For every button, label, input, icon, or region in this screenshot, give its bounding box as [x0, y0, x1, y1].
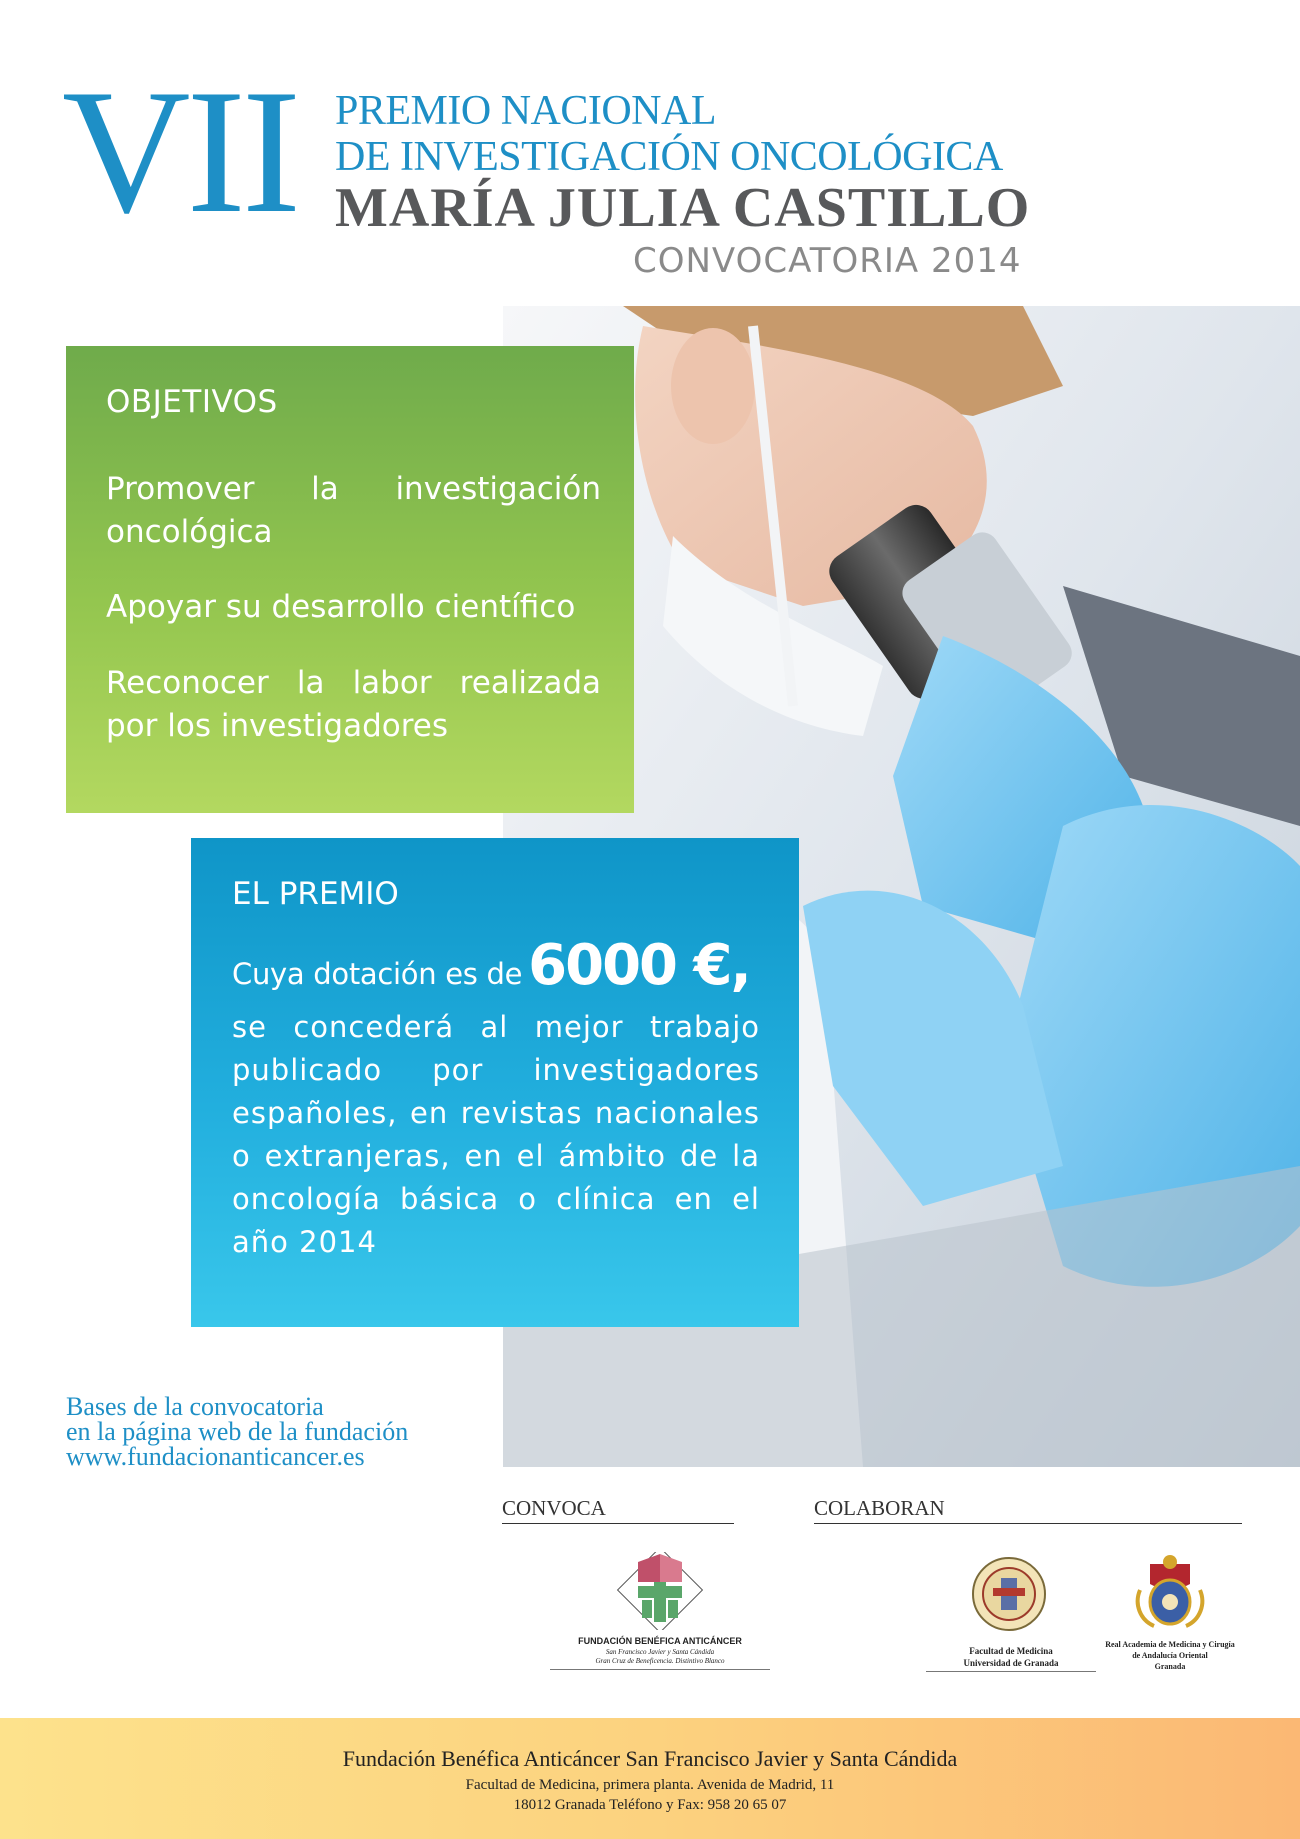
title-line-convocatoria: CONVOCATORIA 2014: [633, 241, 1022, 281]
bases-info: [66, 1394, 408, 1469]
bases-line: en la página web de la fundación: [66, 1417, 409, 1446]
foundation-logo-subtitle: San Francisco Javier y Santa Cándida: [605, 1648, 715, 1656]
academy-logo-line: Real Academia de Medicina y Cirugía: [1105, 1640, 1235, 1649]
university-seal-icon: [946, 1556, 1076, 1636]
footer-foundation-name: Fundación Benéfica Anticáncer San Francisco Javier y Santa Cándida: [342, 1746, 958, 1771]
university-logo-line: Facultad de Medicina: [969, 1646, 1053, 1656]
title-line-investigacion: DE INVESTIGACIÓN ONCOLÓGICA: [335, 134, 1003, 180]
bases-line: Bases de la convocatoria: [66, 1392, 324, 1421]
objective-item: Promover la investigación oncológica: [106, 471, 601, 550]
footer-contact: 18012 Granada Teléfono y Fax: 958 20 65 07: [513, 1797, 787, 1813]
foundation-logo-name: FUNDACIÓN BENÉFICA ANTICÁNCER: [578, 1636, 742, 1646]
foundation-logo-subtitle: Gran Cruz de Beneficencia. Distintivo Blanco: [550, 1657, 770, 1670]
prize-amount: 6000 €,: [528, 933, 750, 998]
academy-logo-line: Granada: [1154, 1662, 1186, 1671]
prize-panel: [191, 838, 799, 1327]
objectives-panel: [66, 346, 634, 813]
title-line-premio: PREMIO NACIONAL: [335, 88, 716, 134]
colaboran-label: COLABORAN: [814, 1496, 1242, 1524]
roman-numeral-title: VII: [62, 52, 298, 250]
prize-description: se concederá al mejor trabajo publicado por investigadores españoles, en revistas nacionales o extranjeras, en el ámbito de la oncología básica o clínica en el año 2014: [232, 1010, 760, 1259]
university-logo-line: Universidad de Granada: [926, 1658, 1096, 1672]
university-logo: [946, 1556, 1076, 1676]
objective-item: Reconocer la labor realizada por los investigadores: [106, 665, 601, 744]
footer-address: Facultad de Medicina, primera planta. Avenida de Madrid, 11: [465, 1777, 835, 1793]
academy-logo: [1105, 1554, 1235, 1684]
prize-lead: [232, 933, 750, 998]
title-line-name: MARÍA JULIA CASTILLO: [335, 177, 1031, 239]
prize-heading: EL PREMIO: [232, 876, 399, 912]
foundation-website-link[interactable]: www.fundacionanticancer.es: [66, 1442, 365, 1471]
objective-item: Apoyar su desarrollo científico: [106, 589, 576, 625]
objectives-heading: OBJETIVOS: [106, 384, 278, 420]
academy-crest-icon: [1110, 1554, 1230, 1634]
foundation-logo: [580, 1552, 740, 1672]
cross-logo-icon: [580, 1552, 740, 1630]
convoca-label: CONVOCA: [502, 1496, 734, 1524]
academy-logo-line: de Andalucía Oriental: [1132, 1651, 1208, 1660]
prize-lead-text: Cuya dotación es de: [232, 957, 523, 991]
footer-bar: [0, 1718, 1300, 1839]
